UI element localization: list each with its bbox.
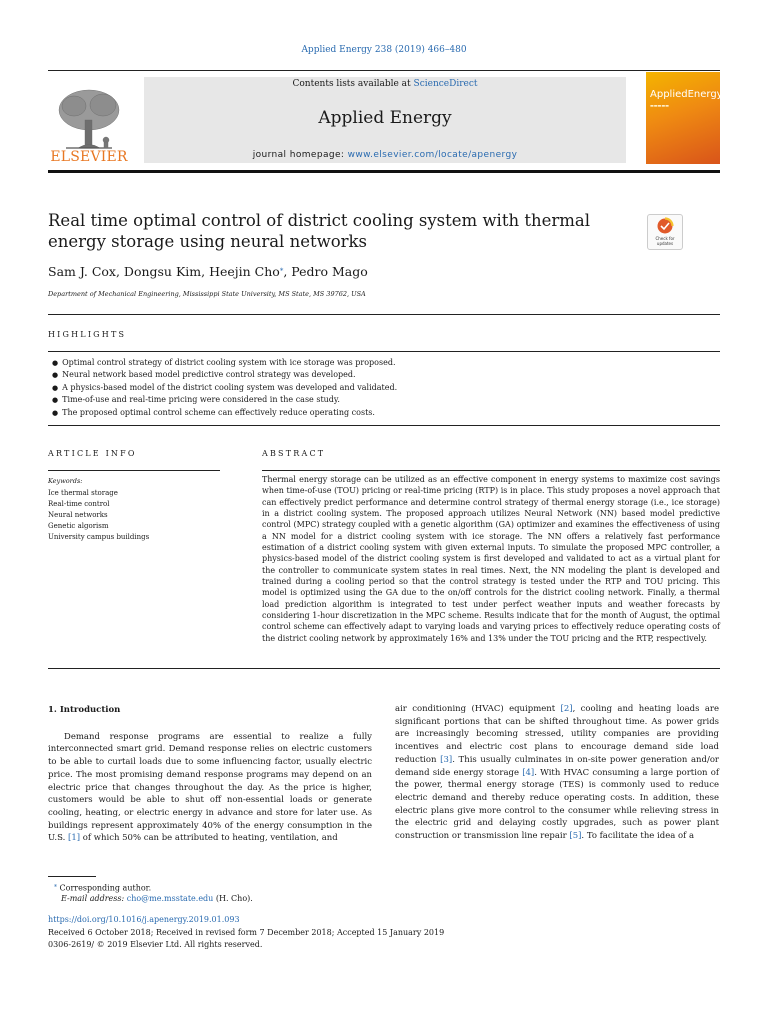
journal-cover-thumbnail[interactable]	[646, 72, 723, 164]
contents-available-line	[144, 79, 626, 89]
citation-link-4[interactable]: [4]	[522, 767, 535, 778]
author-list	[48, 264, 368, 279]
doi-link[interactable]: https://doi.org/10.1016/j.apenergy.2019.01.093	[48, 915, 240, 924]
cover-decoration: ▬▬▬▬▬	[650, 103, 669, 108]
check-updates-label: Check for updates	[655, 236, 675, 246]
highlights-bottom-rule	[48, 425, 720, 426]
intro-paragraph-continued	[395, 703, 719, 843]
intro-left-column	[48, 704, 372, 845]
intro-text: . To facilitate the idea of a	[581, 831, 695, 842]
intro-heading: 1. Introduction	[48, 705, 121, 715]
journal-title: Applied Energy	[318, 108, 452, 128]
intro-paragraph	[48, 731, 372, 845]
sciencedirect-link[interactable]: ScienceDirect	[413, 79, 478, 89]
received-dates: Received 6 October 2018; Received in revised form 7 December 2018; Accepted 15 January 2019	[48, 928, 445, 937]
highlight-item: ● Time-of-use and real-time pricing were considered in the case study.	[52, 394, 712, 406]
masthead-top-rule	[48, 70, 720, 71]
keyword-item: University campus buildings	[48, 533, 150, 541]
abstract-bottom-rule	[48, 668, 720, 669]
email-tail: (H. Cho).	[213, 894, 253, 903]
check-updates-icon	[648, 215, 682, 237]
intro-text: . This usually culminates in on-site power generation and/or demand side energy storage	[395, 754, 719, 778]
abstract-rule	[262, 470, 720, 471]
email-note	[61, 894, 253, 903]
email-label: E-mail address:	[61, 894, 125, 903]
abstract-text: Thermal energy storage can be utilized as an effective component in energy systems to maximize cost savings when time-of-use (TOU) pricing or real-time pricing (RTP) is in place. This study proposes a novel approach that can effectively predict performance and determine control strategy of thermal energy storage (i.e., ice storage) in a district cooling system. The proposed approach utilizes Neural Network (NN) based model predictive control (MPC) strategy coupled with a genetic algorithm (GA) optimizer and examines the effectiveness of using a NN model for a district cooling system with ice storage. The NN offers a relatively fast performance estimation of a district cooling system with given external inputs. To simulate the proposed MPC controller, a physics-based model of the district cooling system is first developed and validated to act as a virtual plant for the controller to communicate system states in real times. Next, the NN modeling the plant is developed and trained during a cooling period so that the control strategy is tested under the RTP and TOU pricing. This model is optimized using the GA due to the on/off controls for the district cooling network. Finally, a thermal load prediction algorithm is integrated to test under perfect weather inputs and weather forecasts by considering 1-hour discretization in the MPC scheme. Results indicate that for the month of August, the optimal control scheme can effectively adapt to varying loads and varying prices to effectively reduce operating costs of the district cooling network by approximately 16% and 13% under the TOU pricing and the RTP, respectively.	[262, 475, 720, 643]
masthead-bottom-rule	[48, 170, 720, 173]
citation-link-5[interactable]: [5]	[569, 831, 582, 842]
citation-link-2[interactable]: [2]	[560, 704, 573, 714]
journal-reference-link[interactable]: Applied Energy 238 (2019) 466–480	[301, 45, 467, 55]
keyword-item: Genetic algorism	[48, 522, 109, 530]
highlight-item: ● The proposed optimal control scheme can effectively reduce operating costs.	[52, 407, 712, 419]
keyword-item: Ice thermal storage	[48, 489, 118, 497]
journal-homepage-link[interactable]: www.elsevier.com/locate/apenergy	[347, 150, 518, 160]
intro-text: of which 50% can be attributed to heating, ventilation, and	[80, 833, 338, 844]
check-for-updates-button[interactable]	[647, 214, 683, 250]
intro-text: Demand response programs are essential to realize a fully interconnected smart grid. Demand response relies on electric customers to be able to curtail loads due to some influencing factor, usually electric price. The most promising demand response programs may depend on an electric price that changes throughout the day. As the price is higher, customers would be able to shut off non-essential loads or generate cooling, heating, or electric energy in advance and store for later use. As buildings represent approximately 40% of the energy consumption in the U.S.	[48, 731, 372, 844]
corresponding-author-note	[54, 882, 151, 893]
contents-prefix: Contents lists available at	[292, 79, 414, 89]
corresponding-author-mark[interactable]: ⁎	[279, 264, 284, 273]
affiliation: Department of Mechanical Engineering, Mississippi State University, MS State, MS 39762, USA	[48, 290, 366, 298]
copyright-notice: 0306-2619/ © 2019 Elsevier Ltd. All rights reserved.	[48, 940, 263, 949]
intro-text: air conditioning (HVAC) equipment	[395, 704, 561, 714]
keyword-item: Neural networks	[48, 511, 108, 519]
highlight-item: ● Optimal control strategy of district cooling system with ice storage was proposed.	[52, 357, 712, 369]
highlight-item: ● A physics-based model of the district cooling system was developed and validated.	[52, 382, 712, 394]
keywords-list	[48, 488, 149, 543]
highlight-item: ● Neural network based model predictive control strategy was developed.	[52, 369, 712, 381]
footnote-mark: ⁎	[54, 882, 57, 889]
intro-text: , cooling and heating loads are significant portions that can be shifted throughout time. As power grids are increasingly becoming stressed, utility companies are providing incentives and electric cost plans to encourage demand side load reduction	[395, 704, 719, 765]
citation-link-3[interactable]: [3]	[440, 754, 453, 765]
cover-title: AppliedEnergy	[650, 89, 723, 100]
abstract-label: ABSTRACT	[262, 449, 326, 458]
citation-link-1[interactable]: [1]	[68, 833, 81, 844]
keyword-item: Real-time control	[48, 500, 110, 508]
corresponding-text: Corresponding author.	[57, 883, 152, 893]
highlights-top-rule	[48, 314, 720, 315]
article-info-label: ARTICLE INFO	[48, 449, 137, 458]
intro-right-column	[395, 703, 719, 843]
highlights-list	[52, 357, 712, 419]
homepage-prefix: journal homepage:	[252, 150, 348, 160]
keywords-label: Keywords:	[48, 477, 83, 485]
highlights-label: HIGHLIGHTS	[48, 330, 127, 339]
journal-homepage-line	[144, 150, 626, 160]
authors-tail: , Pedro Mago	[283, 264, 368, 279]
email-link[interactable]: cho@me.msstate.edu	[126, 894, 214, 903]
intro-text: . With HVAC consuming a large portion of the power, thermal energy storage (TES) is commonly used to reduce electric demand and thereby reduce operating costs. In addition, these electric plans give more control to the consumer while relieving stress in the electric grid and delaying costly upgrades, such as power plant construction or transmission line repair	[395, 767, 719, 842]
article-title: Real time optimal control of district cooling system with thermal energy storage using neural networks	[48, 211, 591, 251]
authors-main: Sam J. Cox, Dongsu Kim, Heejin Cho	[48, 264, 280, 279]
highlights-rule	[48, 351, 720, 352]
elsevier-wordmark: ELSEVIER	[50, 149, 128, 165]
footnote-rule	[48, 876, 96, 877]
article-info-rule	[48, 470, 220, 471]
